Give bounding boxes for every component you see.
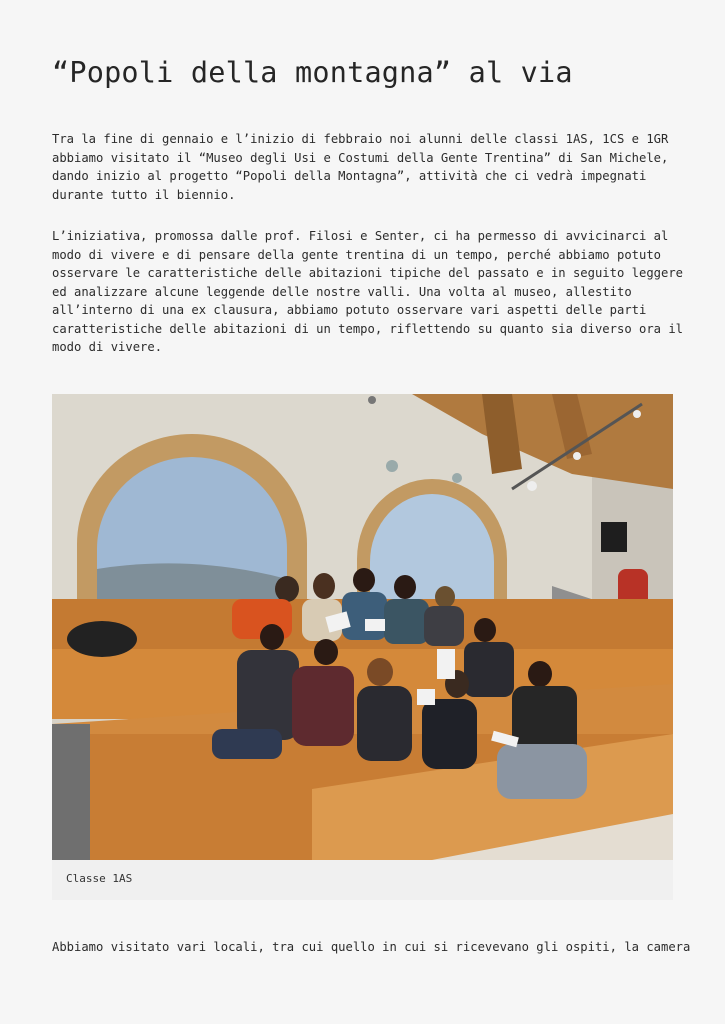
paragraph-visit <box>52 938 691 957</box>
photo-figure <box>52 394 673 900</box>
paragraph-line: abbiamo visitato il “Museo degli Usi e Costumi della Gente Trentina” di San Michele, <box>52 150 669 165</box>
paragraph-line: caratteristiche delle abitazioni di un tempo, riflettendo su quanto sia diverso ora il <box>52 321 684 336</box>
paragraph-line: all’interno di una ex clausura, abbiamo potuto osservare vari aspetti delle parti <box>52 303 647 317</box>
paragraph-line: L’iniziativa, promossa dalle prof. Filosi e Senter, ci ha permesso di avvicinarci al <box>52 229 669 243</box>
article-title: “Popoli della montagna” al via <box>52 56 573 89</box>
paragraph-line: osservare le caratteristiche delle abitazioni tipiche del passato e in seguito leggere <box>52 266 684 280</box>
paragraph-line: modo di vivere e di pensare della gente trentina di un tempo, perché abbiamo potuto <box>52 247 662 262</box>
paragraph-initiative <box>52 227 684 357</box>
photo-caption: Classe 1AS <box>66 872 133 885</box>
paragraph-line: Abbiamo visitato vari locali, tra cui quello in cui si ricevevano gli ospiti, la camera <box>52 940 691 954</box>
paragraph-line: ed analizzare alcune leggende delle nostre valli. Una volta al museo, allestito <box>52 284 632 299</box>
paragraph-line: dando inizio al progetto “Popoli della Montagna”, attività che ci vedrà impegnati <box>52 169 647 183</box>
paragraph-line: Tra la fine di gennaio e l’inizio di febbraio noi alunni delle classi 1AS, 1CS e 1GR <box>52 132 669 146</box>
paragraph-line: durante tutto il biennio. <box>52 187 236 202</box>
paragraph-line: modo di vivere. <box>52 340 163 354</box>
paragraph-intro <box>52 130 673 204</box>
class-photo <box>52 394 673 860</box>
